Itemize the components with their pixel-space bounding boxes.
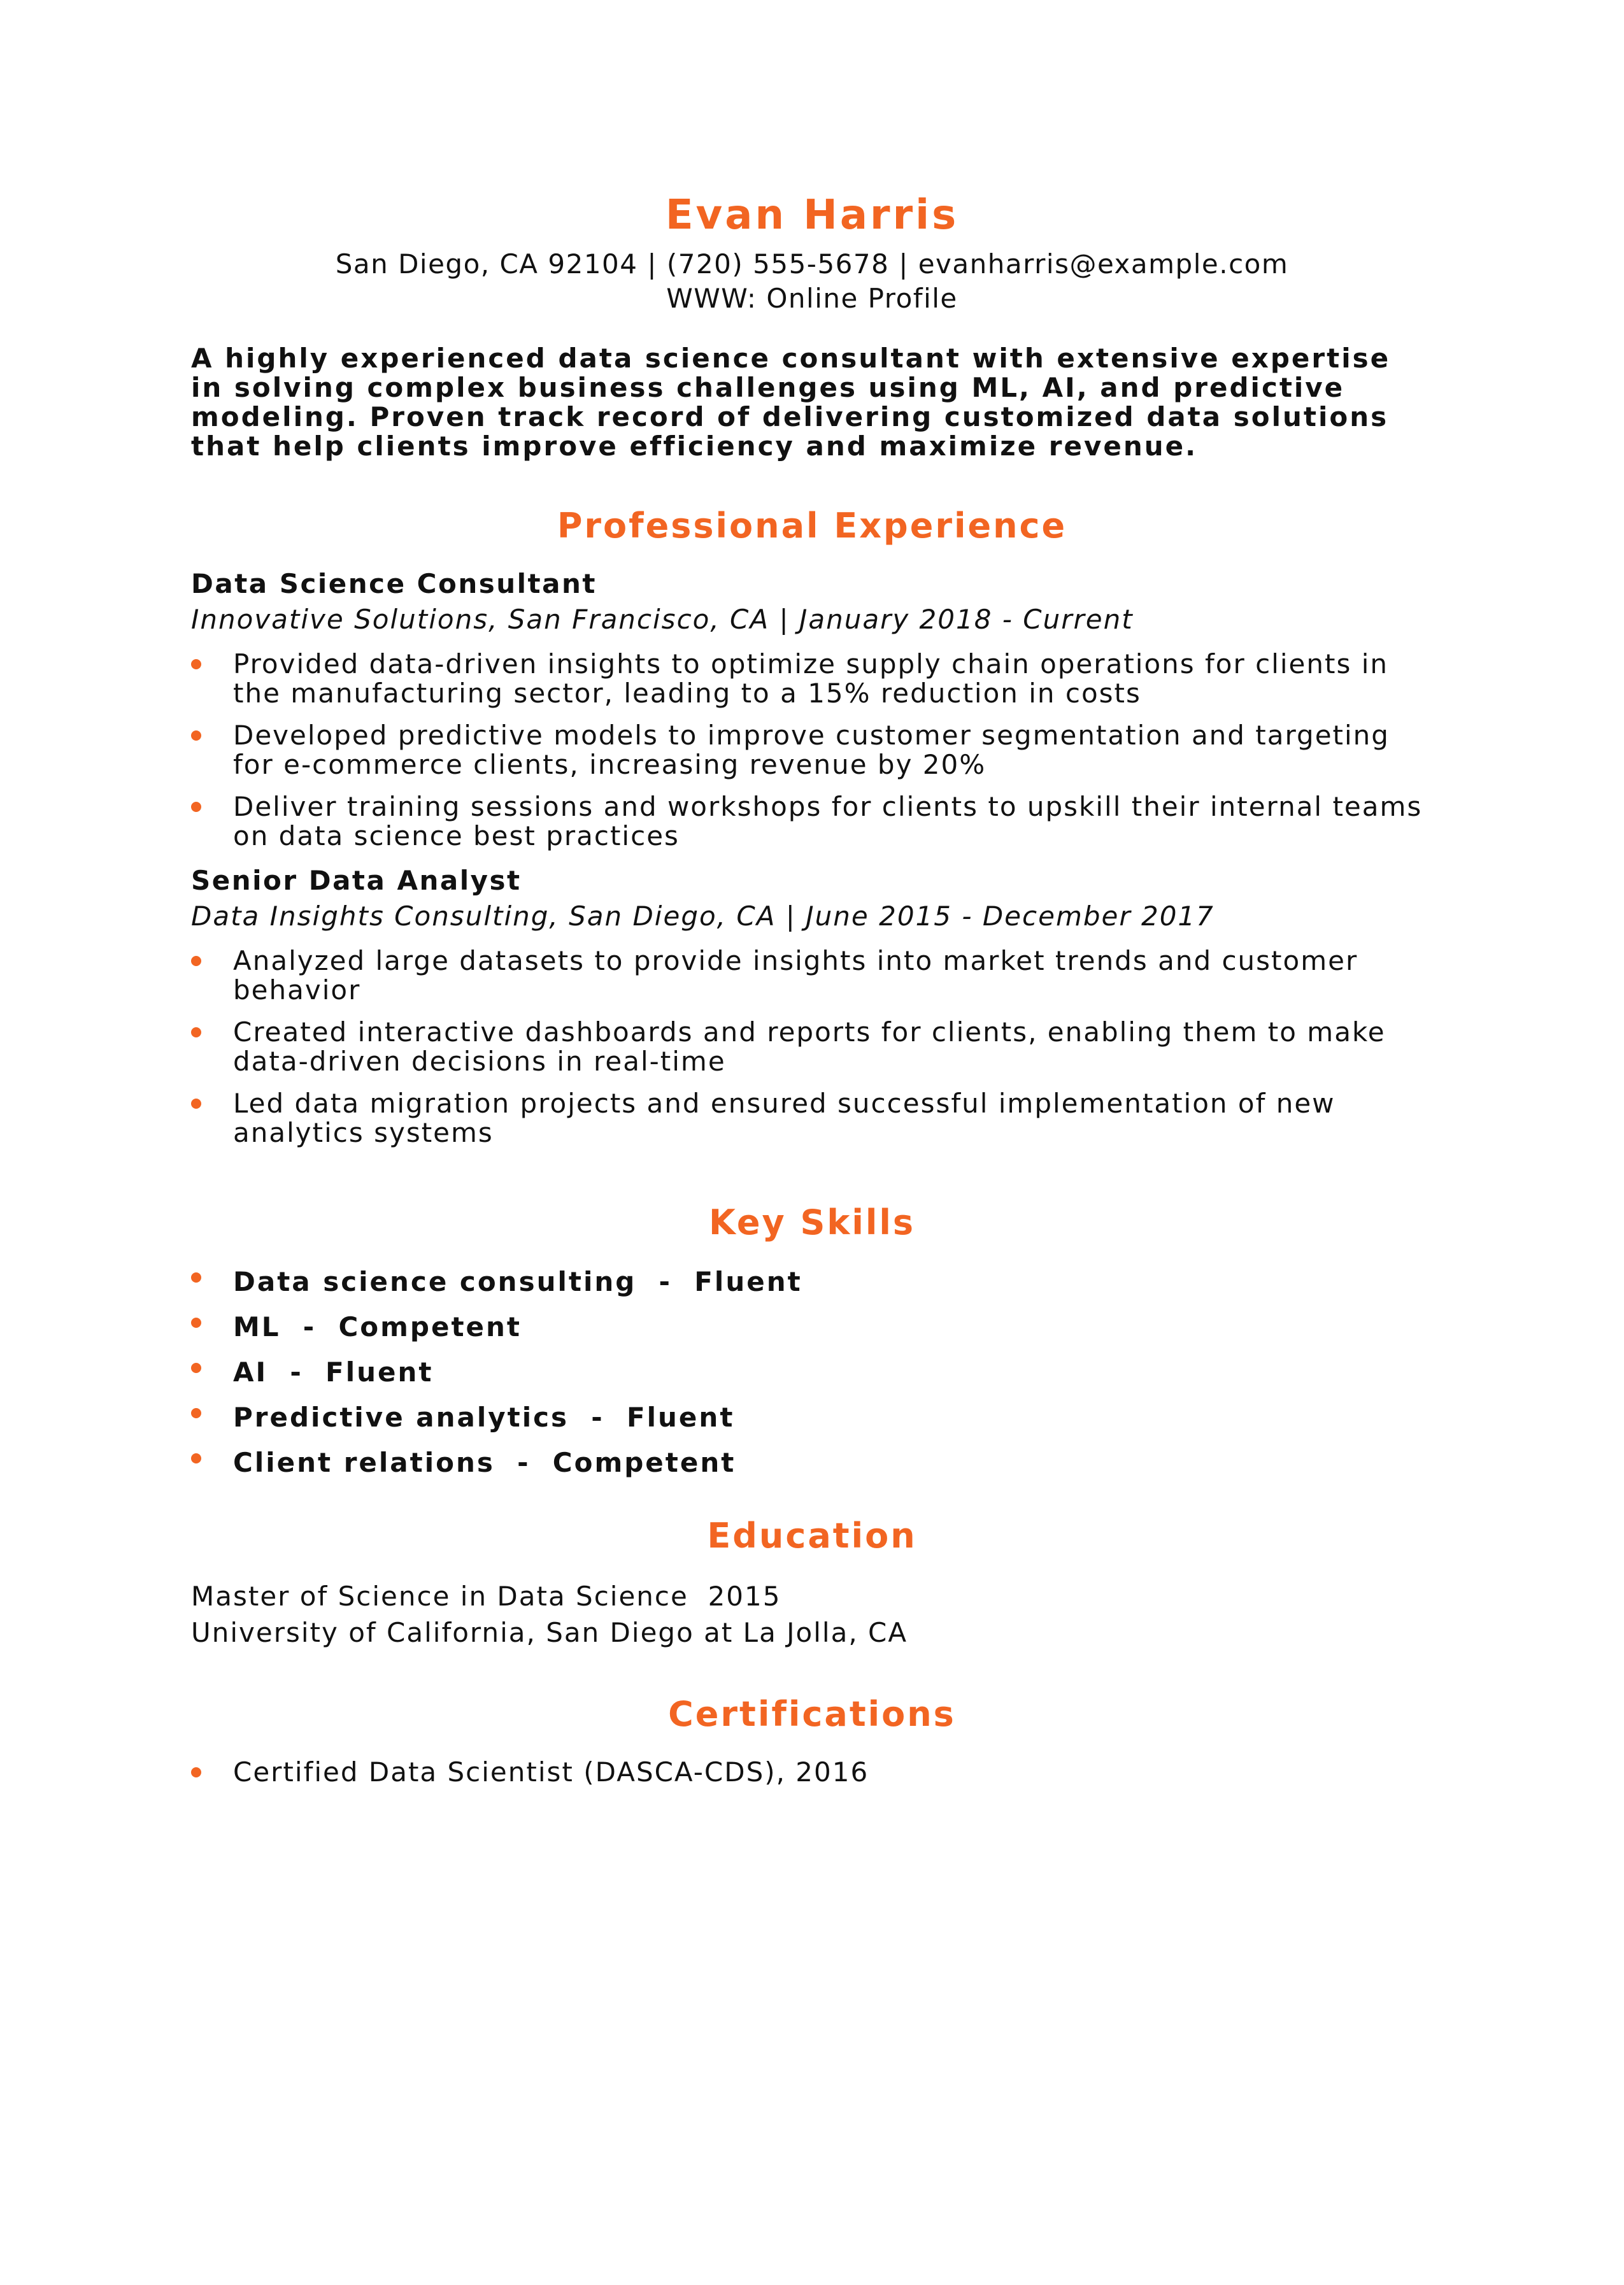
bullet-dot-icon — [191, 659, 201, 669]
job-entry — [191, 864, 1433, 1148]
bullet-dot-icon — [191, 1408, 201, 1418]
professional-summary: A highly experienced data science consultant with extensive expertise in solving complex business challenges using ML, AI, and predictive modeling. Proven track record of delivering customized data solutions that help clients improve efficiency and maximize revenue. — [191, 343, 1391, 462]
skill-item — [191, 1447, 1433, 1479]
experience-heading: Professional Experience — [557, 506, 1067, 546]
job-bullet-text: Created interactive dashboards and reports for clients, enabling them to make data-driven decisions in real-time — [233, 1016, 1386, 1077]
education-entry — [191, 1578, 1433, 1651]
certification-text: Certified Data Scientist (DASCA-CDS), 2016 — [233, 1756, 869, 1788]
bullet-dot-icon — [191, 1767, 201, 1777]
skill-text: Data science consulting - Fluent — [233, 1266, 802, 1297]
skill-item — [191, 1356, 1433, 1388]
certification-item — [191, 1758, 1433, 1787]
certifications-list — [191, 1758, 1433, 1787]
bullet-dot-icon — [191, 730, 201, 741]
bullet-dot-icon — [191, 1318, 201, 1328]
job-bullet — [191, 721, 1433, 779]
job-bullet-list — [191, 650, 1433, 851]
certifications-heading: Certifications — [668, 1694, 956, 1734]
job-title: Data Science Consultant — [191, 568, 597, 599]
skill-item — [191, 1402, 1433, 1434]
bullet-dot-icon — [191, 1272, 201, 1283]
job-company-dates: Innovative Solutions, San Francisco, CA | January 2018 - Current — [191, 604, 1134, 635]
skills-list — [191, 1266, 1433, 1479]
job-company-dates: Data Insights Consulting, San Diego, CA | June 2015 - December 2017 — [191, 900, 1214, 932]
skill-text: Predictive analytics - Fluent — [233, 1402, 735, 1433]
bullet-dot-icon — [191, 1027, 201, 1037]
school-line: University of California, San Diego at La Jolla, CA — [191, 1617, 908, 1648]
bullet-dot-icon — [191, 802, 201, 812]
job-bullet — [191, 1089, 1433, 1148]
candidate-name: Evan Harris — [665, 192, 959, 239]
bullet-dot-icon — [191, 1453, 201, 1463]
job-bullet — [191, 650, 1433, 708]
education-heading: Education — [707, 1516, 917, 1556]
job-bullet-text: Developed predictive models to improve customer segmentation and targeting for e-commerce clients, increasing revenue by 20% — [233, 720, 1390, 780]
job-bullet — [191, 946, 1433, 1005]
job-bullet-text: Deliver training sessions and workshops for clients to upskill their internal teams on data science best practices — [233, 791, 1423, 851]
skill-text: Client relations - Competent — [233, 1447, 736, 1478]
skill-text: ML - Competent — [233, 1311, 522, 1342]
skill-text: AI - Fluent — [233, 1356, 434, 1388]
bullet-dot-icon — [191, 1363, 201, 1373]
job-bullet-text: Led data migration projects and ensured successful implementation of new analytics systems — [233, 1088, 1336, 1148]
degree-line: Master of Science in Data Science 2015 — [191, 1581, 781, 1612]
job-entry — [191, 567, 1433, 851]
job-bullet-list — [191, 946, 1433, 1148]
job-bullet — [191, 792, 1433, 851]
job-title: Senior Data Analyst — [191, 865, 522, 896]
skill-item — [191, 1311, 1433, 1343]
contact-line: San Diego, CA 92104 | (720) 555-5678 | evanharris@example.com — [335, 248, 1289, 280]
skills-heading: Key Skills — [709, 1202, 915, 1242]
bullet-dot-icon — [191, 1099, 201, 1109]
resume-page — [0, 183, 1624, 2285]
skill-item — [191, 1266, 1433, 1298]
job-bullet — [191, 1018, 1433, 1076]
job-bullet-text: Analyzed large datasets to provide insights into market trends and customer behavior — [233, 945, 1358, 1006]
job-bullet-text: Provided data-driven insights to optimize supply chain operations for clients in the manufacturing sector, leading to a 15% reduction in costs — [233, 648, 1388, 709]
bullet-dot-icon — [191, 956, 201, 966]
web-profile-line: WWW: Online Profile — [666, 283, 958, 314]
